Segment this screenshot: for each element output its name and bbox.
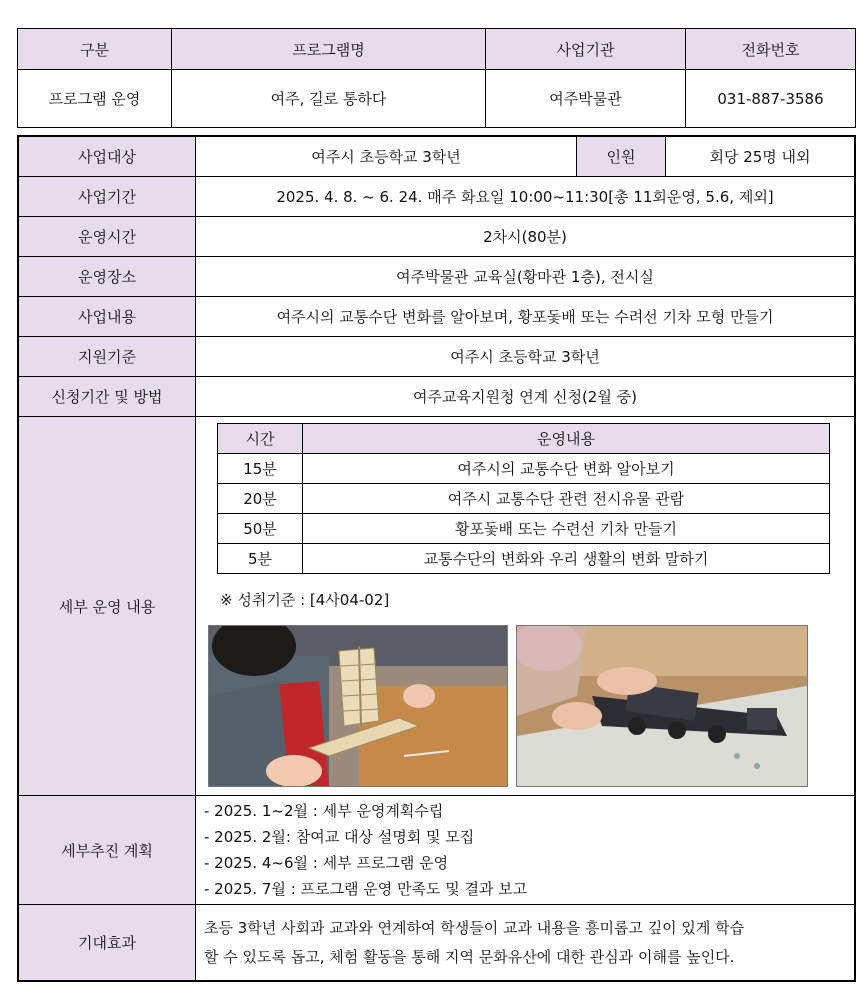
people-value: 회당 25명 내외 (666, 136, 856, 177)
effect-text (196, 905, 856, 982)
value-phone: 031-887-3586 (686, 70, 856, 128)
plan-label: 세부추진 계획 (18, 796, 196, 905)
content-label: 사업내용 (18, 297, 196, 337)
schedule-content: 여주시의 교통수단 변화 알아보기 (303, 454, 830, 484)
schedule-content: 황포돛배 또는 수련선 기차 만들기 (303, 514, 830, 544)
time-value: 2차시(80분) (196, 217, 856, 257)
effect-line: 초등 3학년 사회과 교과와 연계하여 학생들이 교과 내용을 흥미롭고 깊이 있게 학습 (204, 918, 745, 937)
people-label: 인원 (577, 136, 666, 177)
ops-label: 세부 운영 내용 (18, 417, 196, 796)
header-agency: 사업기관 (486, 29, 686, 70)
header-category: 구분 (18, 29, 172, 70)
plan-item: - 2025. 2월: 참여교 대상 설명회 및 모집 (204, 828, 475, 846)
plan-list (196, 796, 856, 905)
criteria-value: 여주시 초등학교 3학년 (196, 337, 856, 377)
photo-train-model (516, 625, 808, 787)
target-label: 사업대상 (18, 136, 196, 177)
header-program-name: 프로그램명 (172, 29, 486, 70)
schedule-time: 50분 (218, 514, 303, 544)
program-summary-table (17, 28, 856, 128)
plan-item: - 2025. 1~2월 : 세부 운영계획수립 (204, 802, 444, 820)
schedule-table (217, 423, 830, 574)
value-category: 프로그램 운영 (18, 70, 172, 128)
period-label: 사업기간 (18, 177, 196, 217)
plan-item: - 2025. 4~6월 : 세부 프로그램 운영 (204, 854, 449, 872)
schedule-header-time: 시간 (218, 424, 303, 454)
content-value: 여주시의 교통수단 변화를 알아보며, 황포돛배 또는 수려선 기차 모형 만들기 (196, 297, 856, 337)
value-program-name: 여주, 길로 통하다 (172, 70, 486, 128)
photo-boat-model (208, 625, 508, 787)
schedule-content: 여주시 교통수단 관련 전시유물 관람 (303, 484, 830, 514)
place-label: 운영장소 (18, 257, 196, 297)
schedule-time: 15분 (218, 454, 303, 484)
header-phone: 전화번호 (686, 29, 856, 70)
program-detail-table (17, 135, 856, 982)
effect-label: 기대효과 (18, 905, 196, 982)
value-agency: 여주박물관 (486, 70, 686, 128)
period-value: 2025. 4. 8. ~ 6. 24. 매주 화요일 10:00~11:30[총 11회운영, 5.6, 제외] (196, 177, 856, 217)
achievement-standard: ※ 성취기준 : [4사04-02] (220, 591, 390, 609)
apply-label: 신청기간 및 방법 (18, 377, 196, 417)
plan-item: - 2025. 7월 : 프로그램 운영 만족도 및 결과 보고 (204, 880, 528, 898)
schedule-time: 20분 (218, 484, 303, 514)
schedule-header-content: 운영내용 (303, 424, 830, 454)
schedule-content: 교통수단의 변화와 우리 생활의 변화 말하기 (303, 544, 830, 574)
apply-value: 여주교육지원청 연계 신청(2월 중) (196, 377, 856, 417)
criteria-label: 지원기준 (18, 337, 196, 377)
target-value: 여주시 초등학교 3학년 (196, 136, 577, 177)
time-label: 운영시간 (18, 217, 196, 257)
place-value: 여주박물관 교육실(황마관 1층), 전시실 (196, 257, 856, 297)
ops-cell (196, 417, 856, 796)
effect-line: 할 수 있도록 돕고, 체험 활동을 통해 지역 문화유산에 대한 관심과 이해를 높인다. (204, 947, 735, 966)
schedule-time: 5분 (218, 544, 303, 574)
